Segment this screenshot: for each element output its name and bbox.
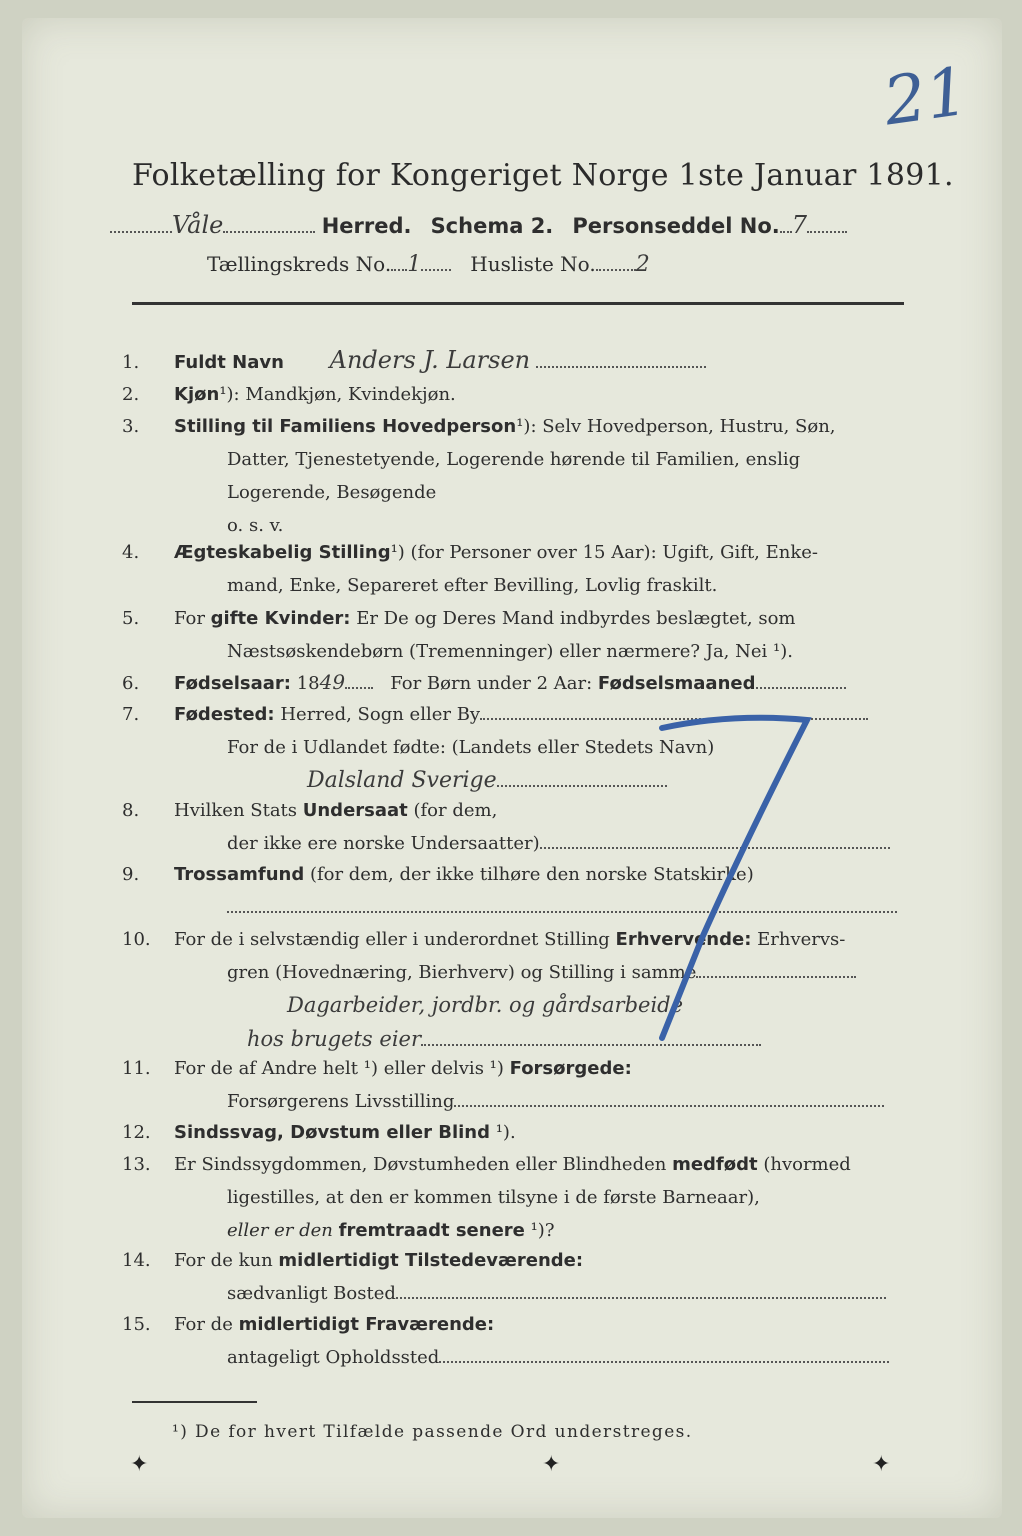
herred-row (110, 211, 847, 239)
registration-mark-right: ✦ (872, 1452, 891, 1477)
personseddel-label: Personseddel No. (572, 214, 780, 238)
handwritten-seven-mark (622, 708, 842, 1048)
herred-value: Våle (172, 211, 224, 239)
item-11: 11. For de af Andre helt ¹) eller delvis ¹) Forsørgede: Forsørgerens Livsstilling (122, 1052, 912, 1118)
item-15: 15. For de midlertidigt Fraværende: antageligt Opholdssted (122, 1308, 912, 1374)
husliste-label: Husliste No. (470, 252, 596, 276)
footnote-text: ¹) De for hvert Tilfælde passende Ord understreges. (172, 1422, 693, 1442)
item-4: 4. Ægteskabelig Stilling¹) (for Personer over 15 Aar): Ugift, Gift, Enke- mand, Enke, Separeret efter Bevilling, Lovlig fraskilt. (122, 542, 818, 596)
occupation-value-line2: hos brugets eier (247, 1027, 421, 1051)
birth-year-value: 49 (319, 670, 346, 694)
form-title: Folketælling for Kongeriget Norge 1ste Januar 1891. (132, 158, 954, 193)
full-name-value: Anders J. Larsen (329, 346, 531, 374)
item-3: 3. Stilling til Familiens Hovedperson¹): Selv Hovedperson, Hustru, Søn, Datter, Tjenestetyende, Logerende hørende til Familien, enslig Logerende, Besøgende o. s. v. (122, 416, 836, 536)
archive-page-number: 21 (879, 52, 973, 141)
herred-label: Herred. (321, 214, 412, 238)
census-form-page (22, 18, 1002, 1518)
registration-mark-left: ✦ (130, 1452, 149, 1477)
registration-mark-center: ✦ (542, 1452, 561, 1477)
occupation-value-line1: Dagarbeider, jordbr. og gårdsarbeide (287, 993, 684, 1017)
item-5: 5. For gifte Kvinder: Er De og Deres Mand indbyrdes beslægtet, som Næstsøskendebørn (Tremenninger) eller nærmere? Ja, Nei ¹). (122, 608, 796, 662)
item-1: 1. Fuldt Navn Anders J. Larsen (122, 344, 912, 379)
schema-label: Schema 2. (430, 214, 554, 238)
birthplace-value: Dalsland Sverige (307, 768, 497, 793)
item-13: 13. Er Sindssygdommen, Døvstumheden eller Blindheden medfødt (hvormed ligestilles, at den er kommen tilsyne i de første Barneaar), eller er den fremtraadt senere ¹)? (122, 1154, 851, 1241)
item-10: 10. For de i selvstændig eller i underordnet Stilling Erhvervende: Erhvervs- gren (Hovednæring, Bierhverv) og Stilling i samme Dagarbeider, jordbr. og gårdsarbeide hos brugets eier (122, 923, 912, 1057)
kreds-value: 1 (407, 252, 422, 277)
item-7: 7. Fødested: Herred, Sogn eller By For de i Udlandet fødte: (Landets eller Stedets Navn) Dalsland Sverige (122, 698, 912, 798)
personseddel-value: 7 (791, 211, 808, 239)
footnote-rule (132, 1401, 257, 1403)
item-14: 14. For de kun midlertidigt Tilstedeværende: sædvanligt Bosted (122, 1244, 912, 1310)
item-2: 2. Kjøn¹): Mandkjøn, Kvindekjøn. (122, 384, 456, 405)
item-8: 8. Hvilken Stats Undersaat (for dem, der ikke ere norske Undersaatter) (122, 794, 912, 860)
husliste-value: 2 (635, 252, 650, 277)
item-12: 12. Sindssvag, Døvstum eller Blind ¹). (122, 1122, 516, 1143)
header-rule (132, 302, 904, 305)
kreds-row (207, 252, 650, 277)
item-6: 6. Fødselsaar: 1849 For Børn under 2 Aar: Fødselsmaaned (122, 666, 912, 700)
kreds-label: Tællingskreds No. (207, 252, 392, 276)
item-9: 9. Trossamfund (for dem, der ikke tilhøre den norske Statskirke) (122, 858, 912, 924)
